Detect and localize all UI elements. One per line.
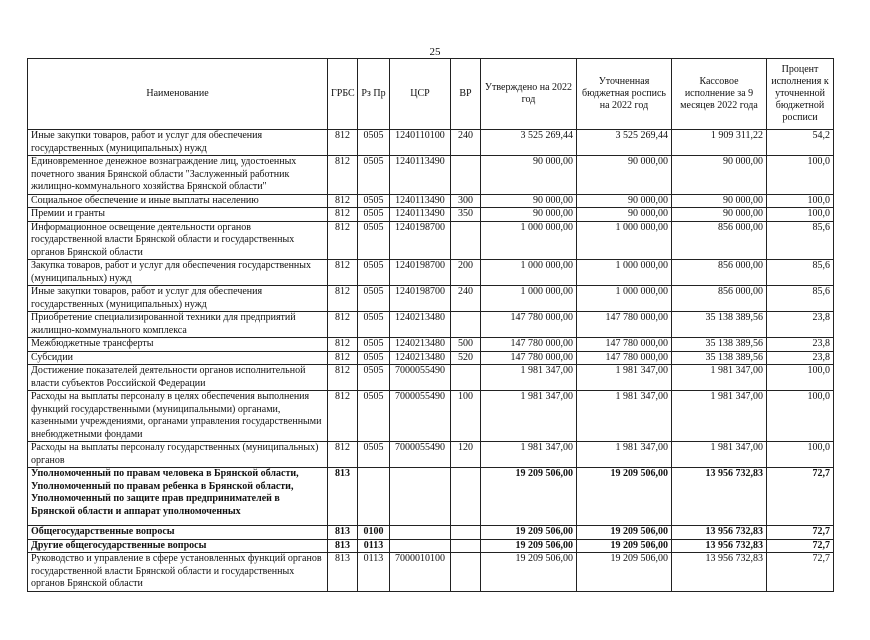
table-body bbox=[28, 130, 834, 592]
cell-grbs: 812 bbox=[328, 312, 358, 338]
cell-refined: 1 981 347,00 bbox=[577, 391, 672, 442]
cell-approved: 147 780 000,00 bbox=[481, 312, 577, 338]
cell-percent: 100,0 bbox=[767, 194, 834, 208]
cell-grbs: 812 bbox=[328, 286, 358, 312]
cell-approved: 1 981 347,00 bbox=[481, 365, 577, 391]
cell-cash: 856 000,00 bbox=[672, 221, 767, 260]
cell-approved: 90 000,00 bbox=[481, 156, 577, 195]
cell-refined: 1 981 347,00 bbox=[577, 365, 672, 391]
cell-csr: 7000055490 bbox=[390, 442, 451, 468]
cell-csr: 1240213480 bbox=[390, 351, 451, 365]
cell-name: Расходы на выплаты персоналу в целях обеспечения выполнения функций государственными (муниципальными) органами, казенными учреждениями, органами управления государственными внебюджетными фондами bbox=[28, 391, 328, 442]
cell-percent: 72,7 bbox=[767, 526, 834, 540]
cell-csr: 7000055490 bbox=[390, 365, 451, 391]
cell-rz: 0505 bbox=[358, 221, 390, 260]
table-row bbox=[28, 442, 834, 468]
table-row bbox=[28, 351, 834, 365]
cell-name: Иные закупки товаров, работ и услуг для обеспечения государственных (муниципальных) нужд bbox=[28, 286, 328, 312]
table-row bbox=[28, 553, 834, 592]
table-row bbox=[28, 526, 834, 540]
cell-rz: 0505 bbox=[358, 365, 390, 391]
cell-vr: 520 bbox=[451, 351, 481, 365]
cell-percent: 100,0 bbox=[767, 156, 834, 195]
cell-percent: 85,6 bbox=[767, 221, 834, 260]
cell-vr bbox=[451, 468, 481, 526]
cell-csr: 1240110100 bbox=[390, 130, 451, 156]
cell-approved: 19 209 506,00 bbox=[481, 553, 577, 592]
cell-csr: 1240213480 bbox=[390, 312, 451, 338]
page-number: 25 bbox=[429, 46, 441, 58]
cell-percent: 23,8 bbox=[767, 338, 834, 352]
cell-cash: 90 000,00 bbox=[672, 156, 767, 195]
cell-refined: 3 525 269,44 bbox=[577, 130, 672, 156]
cell-grbs: 812 bbox=[328, 208, 358, 222]
cell-cash: 13 956 732,83 bbox=[672, 526, 767, 540]
cell-rz: 0505 bbox=[358, 351, 390, 365]
cell-cash: 90 000,00 bbox=[672, 208, 767, 222]
cell-rz: 0505 bbox=[358, 208, 390, 222]
cell-refined: 1 000 000,00 bbox=[577, 260, 672, 286]
cell-approved: 19 209 506,00 bbox=[481, 539, 577, 553]
cell-approved: 1 000 000,00 bbox=[481, 286, 577, 312]
cell-name: Другие общегосударственные вопросы bbox=[28, 539, 328, 553]
table-header-row bbox=[28, 59, 834, 130]
cell-cash: 1 981 347,00 bbox=[672, 391, 767, 442]
cell-rz: 0505 bbox=[358, 260, 390, 286]
cell-csr: 1240113490 bbox=[390, 156, 451, 195]
cell-approved: 1 000 000,00 bbox=[481, 221, 577, 260]
cell-csr: 1240213480 bbox=[390, 338, 451, 352]
cell-rz: 0505 bbox=[358, 338, 390, 352]
cell-percent: 72,7 bbox=[767, 553, 834, 592]
cell-vr: 200 bbox=[451, 260, 481, 286]
table-row bbox=[28, 539, 834, 553]
cell-percent: 85,6 bbox=[767, 260, 834, 286]
cell-cash: 35 138 389,56 bbox=[672, 338, 767, 352]
cell-vr bbox=[451, 156, 481, 195]
cell-cash: 35 138 389,56 bbox=[672, 351, 767, 365]
cell-percent: 100,0 bbox=[767, 391, 834, 442]
header-approved: Утверждено на 2022 год bbox=[481, 59, 577, 130]
cell-cash: 35 138 389,56 bbox=[672, 312, 767, 338]
cell-cash: 90 000,00 bbox=[672, 194, 767, 208]
cell-name: Общегосударственные вопросы bbox=[28, 526, 328, 540]
cell-approved: 19 209 506,00 bbox=[481, 468, 577, 526]
cell-grbs: 812 bbox=[328, 194, 358, 208]
cell-name: Иные закупки товаров, работ и услуг для обеспечения государственных (муниципальных) нужд bbox=[28, 130, 328, 156]
cell-approved: 147 780 000,00 bbox=[481, 351, 577, 365]
cell-approved: 147 780 000,00 bbox=[481, 338, 577, 352]
cell-name: Руководство и управление в сфере установленных функций органов государственной власти Брянской области и государственных органов Брянской области bbox=[28, 553, 328, 592]
cell-name: Приобретение специализированной техники для предприятий жилищно-коммунального комплекса bbox=[28, 312, 328, 338]
table-row bbox=[28, 365, 834, 391]
cell-refined: 19 209 506,00 bbox=[577, 468, 672, 526]
cell-rz: 0505 bbox=[358, 312, 390, 338]
cell-grbs: 812 bbox=[328, 338, 358, 352]
cell-vr: 100 bbox=[451, 391, 481, 442]
cell-vr: 240 bbox=[451, 286, 481, 312]
cell-approved: 1 981 347,00 bbox=[481, 391, 577, 442]
cell-refined: 1 000 000,00 bbox=[577, 286, 672, 312]
cell-percent: 23,8 bbox=[767, 351, 834, 365]
cell-rz: 0100 bbox=[358, 526, 390, 540]
cell-name: Достижение показателей деятельности органов исполнительной власти субъектов Российской Федерации bbox=[28, 365, 328, 391]
cell-refined: 90 000,00 bbox=[577, 156, 672, 195]
cell-cash: 13 956 732,83 bbox=[672, 468, 767, 526]
cell-cash: 1 981 347,00 bbox=[672, 365, 767, 391]
header-csr: ЦСР bbox=[390, 59, 451, 130]
cell-percent: 100,0 bbox=[767, 365, 834, 391]
cell-approved: 1 981 347,00 bbox=[481, 442, 577, 468]
cell-percent: 54,2 bbox=[767, 130, 834, 156]
cell-percent: 85,6 bbox=[767, 286, 834, 312]
cell-vr: 500 bbox=[451, 338, 481, 352]
table-row bbox=[28, 221, 834, 260]
cell-percent: 72,7 bbox=[767, 539, 834, 553]
cell-approved: 19 209 506,00 bbox=[481, 526, 577, 540]
cell-grbs: 812 bbox=[328, 442, 358, 468]
cell-cash: 13 956 732,83 bbox=[672, 553, 767, 592]
cell-refined: 90 000,00 bbox=[577, 194, 672, 208]
cell-csr: 1240198700 bbox=[390, 286, 451, 312]
cell-grbs: 812 bbox=[328, 351, 358, 365]
table-row bbox=[28, 391, 834, 442]
cell-grbs: 812 bbox=[328, 391, 358, 442]
cell-csr bbox=[390, 539, 451, 553]
table-row bbox=[28, 208, 834, 222]
cell-rz: 0505 bbox=[358, 391, 390, 442]
cell-refined: 147 780 000,00 bbox=[577, 312, 672, 338]
header-vr: ВР bbox=[451, 59, 481, 130]
cell-grbs: 813 bbox=[328, 539, 358, 553]
header-grbs: ГРБС bbox=[328, 59, 358, 130]
cell-refined: 1 981 347,00 bbox=[577, 442, 672, 468]
table-row bbox=[28, 130, 834, 156]
cell-csr: 1240113490 bbox=[390, 208, 451, 222]
cell-name: Социальное обеспечение и иные выплаты населению bbox=[28, 194, 328, 208]
cell-rz: 0113 bbox=[358, 539, 390, 553]
cell-vr bbox=[451, 539, 481, 553]
header-name: Наименование bbox=[28, 59, 328, 130]
cell-refined: 19 209 506,00 bbox=[577, 539, 672, 553]
cell-grbs: 812 bbox=[328, 365, 358, 391]
cell-percent: 72,7 bbox=[767, 468, 834, 526]
cell-vr bbox=[451, 553, 481, 592]
cell-approved: 90 000,00 bbox=[481, 208, 577, 222]
cell-name: Субсидии bbox=[28, 351, 328, 365]
cell-vr bbox=[451, 365, 481, 391]
cell-cash: 856 000,00 bbox=[672, 286, 767, 312]
cell-cash: 1 981 347,00 bbox=[672, 442, 767, 468]
cell-vr bbox=[451, 526, 481, 540]
cell-csr: 1240113490 bbox=[390, 194, 451, 208]
cell-name: Расходы на выплаты персоналу государственных (муниципальных) органов bbox=[28, 442, 328, 468]
cell-cash: 1 909 311,22 bbox=[672, 130, 767, 156]
cell-grbs: 812 bbox=[328, 130, 358, 156]
cell-csr: 7000055490 bbox=[390, 391, 451, 442]
cell-rz: 0505 bbox=[358, 130, 390, 156]
header-refined: Уточненная бюджетная роспись на 2022 год bbox=[577, 59, 672, 130]
cell-approved: 3 525 269,44 bbox=[481, 130, 577, 156]
cell-percent: 100,0 bbox=[767, 208, 834, 222]
budget-table bbox=[27, 58, 834, 592]
cell-csr: 1240198700 bbox=[390, 260, 451, 286]
cell-name: Информационное освещение деятельности органов государственной власти Брянской области и государственных органов Брянской области bbox=[28, 221, 328, 260]
cell-rz: 0505 bbox=[358, 156, 390, 195]
cell-grbs: 812 bbox=[328, 221, 358, 260]
cell-vr: 120 bbox=[451, 442, 481, 468]
cell-csr: 7000010100 bbox=[390, 553, 451, 592]
cell-name: Уполномоченный по правам человека в Брянской области, Уполномоченный по правам ребенка в Брянской области, Уполномоченный по защите прав предпринимателей в Брянской области и аппарат уполномоченных bbox=[28, 468, 328, 526]
cell-rz bbox=[358, 468, 390, 526]
table-row bbox=[28, 286, 834, 312]
cell-vr bbox=[451, 312, 481, 338]
cell-rz: 0113 bbox=[358, 553, 390, 592]
cell-percent: 23,8 bbox=[767, 312, 834, 338]
cell-vr bbox=[451, 221, 481, 260]
cell-csr bbox=[390, 526, 451, 540]
cell-percent: 100,0 bbox=[767, 442, 834, 468]
table-row bbox=[28, 194, 834, 208]
cell-approved: 90 000,00 bbox=[481, 194, 577, 208]
cell-grbs: 812 bbox=[328, 156, 358, 195]
table-row bbox=[28, 468, 834, 526]
cell-rz: 0505 bbox=[358, 194, 390, 208]
cell-grbs: 813 bbox=[328, 553, 358, 592]
cell-name: Межбюджетные трансферты bbox=[28, 338, 328, 352]
cell-name: Единовременное денежное вознаграждение лиц, удостоенных почетного звания Брянской области "Заслуженный работник жилищно-коммунального хозяйства Брянской области" bbox=[28, 156, 328, 195]
cell-vr: 240 bbox=[451, 130, 481, 156]
cell-name: Премии и гранты bbox=[28, 208, 328, 222]
cell-refined: 1 000 000,00 bbox=[577, 221, 672, 260]
header-rzpr: Рз Пр bbox=[358, 59, 390, 130]
table-row bbox=[28, 338, 834, 352]
table-row bbox=[28, 260, 834, 286]
cell-csr: 1240198700 bbox=[390, 221, 451, 260]
cell-refined: 147 780 000,00 bbox=[577, 351, 672, 365]
cell-csr bbox=[390, 468, 451, 526]
cell-vr: 350 bbox=[451, 208, 481, 222]
cell-refined: 19 209 506,00 bbox=[577, 553, 672, 592]
cell-refined: 19 209 506,00 bbox=[577, 526, 672, 540]
header-cash: Кассовое исполнение за 9 месяцев 2022 года bbox=[672, 59, 767, 130]
cell-name: Закупка товаров, работ и услуг для обеспечения государственных (муниципальных) нужд bbox=[28, 260, 328, 286]
cell-approved: 1 000 000,00 bbox=[481, 260, 577, 286]
cell-cash: 856 000,00 bbox=[672, 260, 767, 286]
cell-rz: 0505 bbox=[358, 286, 390, 312]
cell-cash: 13 956 732,83 bbox=[672, 539, 767, 553]
cell-rz: 0505 bbox=[358, 442, 390, 468]
table-row bbox=[28, 312, 834, 338]
table-row bbox=[28, 156, 834, 195]
cell-grbs: 812 bbox=[328, 260, 358, 286]
header-percent: Процент исполнения к уточненной бюджетной росписи bbox=[767, 59, 834, 130]
cell-grbs: 813 bbox=[328, 526, 358, 540]
cell-grbs: 813 bbox=[328, 468, 358, 526]
cell-refined: 90 000,00 bbox=[577, 208, 672, 222]
cell-refined: 147 780 000,00 bbox=[577, 338, 672, 352]
cell-vr: 300 bbox=[451, 194, 481, 208]
